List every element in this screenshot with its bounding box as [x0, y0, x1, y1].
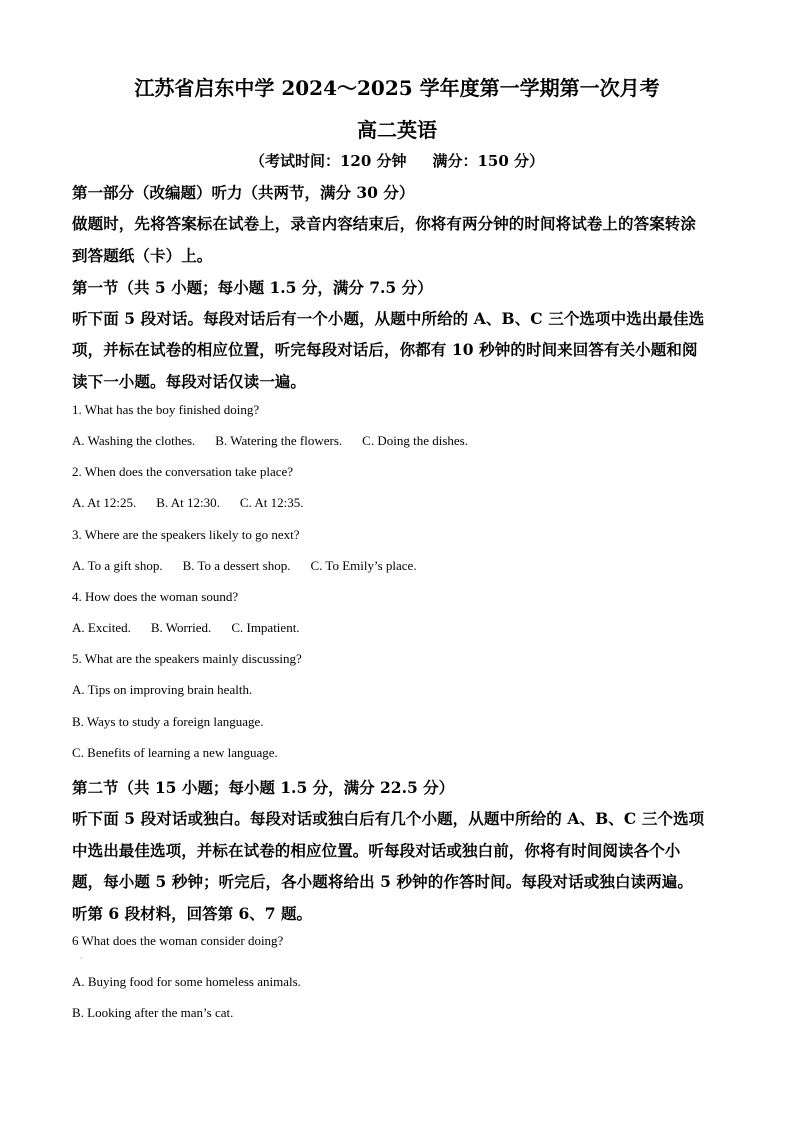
- subject-title: 高二英语: [357, 118, 437, 142]
- option-c: C. Doing the dishes.: [362, 433, 468, 448]
- question-4-options: [72, 620, 320, 636]
- section1-instruction-line: 听下面 5 段对话。每段对话后有一个小题，从题中所给的 A、B、C 三个选项中选出最佳选: [72, 309, 705, 328]
- option-c: C. Impatient.: [231, 620, 300, 635]
- question-6-stem: 6 What does the woman consider doing?: [72, 933, 284, 948]
- option-c: C. To Emily’s place.: [310, 558, 417, 573]
- question-5-option-c: C. Benefits of learning a new language.: [72, 745, 278, 760]
- part1-instruction-line: 到答题纸（卡）上。: [72, 246, 213, 265]
- option-a: A. Washing the clothes.: [72, 433, 196, 448]
- section2-instruction-line: 听下面 5 段对话或独白。每段对话或独白后有几个小题，从题中所给的 A、B、C 三个选项: [72, 809, 705, 828]
- question-5-stem: 5. What are the speakers mainly discussing?: [72, 651, 302, 666]
- stray-mark: ·: [80, 954, 83, 963]
- option-b: B. At 12:30.: [156, 495, 220, 510]
- exam-time: （考试时间：120 分钟: [249, 152, 407, 170]
- exam-info: [0, 150, 794, 171]
- question-2-stem: 2. When does the conversation take place?: [72, 464, 294, 479]
- option-b: B. Watering the flowers.: [215, 433, 343, 448]
- option-c: C. At 12:35.: [239, 495, 304, 510]
- question-5-option-a: A. Tips on improving brain health.: [72, 682, 253, 697]
- part1-instruction-line: 做题时，先将答案标在试卷上，录音内容结束后，你将有两分钟的时间将试卷上的答案转涂: [72, 214, 697, 233]
- part1-heading: 第一部分（改编题）听力（共两节，满分 30 分）: [72, 183, 415, 202]
- material-6-heading: 听第 6 段材料，回答第 6、7 题。: [72, 904, 312, 923]
- section1-instruction-line: 读下一小题。每段对话仅读一遍。: [72, 372, 307, 391]
- question-3-stem: 3. Where are the speakers likely to go next?: [72, 527, 300, 542]
- option-a: A. Excited.: [72, 620, 131, 635]
- question-6-option-b: B. Looking after the man’s cat.: [72, 1005, 234, 1020]
- question-3-options: [72, 558, 437, 574]
- question-1-options: [72, 433, 488, 449]
- question-2-options: [72, 495, 323, 511]
- section2-heading: 第二节（共 15 小题；每小题 1.5 分，满分 22.5 分）: [72, 778, 455, 797]
- section1-instruction-line: 项，并标在试卷的相应位置，听完每段对话后，你都有 10 秒钟的时间来回答有关小题和阅: [72, 340, 698, 359]
- option-a: A. At 12:25.: [72, 495, 137, 510]
- section2-instruction-line: 中选出最佳选项，并标在试卷的相应位置。听每段对话或独白前，你将有时间阅读各个小: [72, 841, 681, 860]
- option-a: A. To a gift shop.: [72, 558, 163, 573]
- question-1-stem: 1. What has the boy finished doing?: [72, 402, 260, 417]
- question-6-option-a: A. Buying food for some homeless animals.: [72, 974, 301, 989]
- question-4-stem: 4. How does the woman sound?: [72, 589, 239, 604]
- exam-full-score: 满分：150 分）: [432, 152, 545, 170]
- option-b: B. To a dessert shop.: [182, 558, 291, 573]
- question-5-option-b: B. Ways to study a foreign language.: [72, 714, 264, 729]
- option-b: B. Worried.: [150, 620, 212, 635]
- section2-instruction-line: 题，每小题 5 秒钟；听完后，各小题将给出 5 秒钟的作答时间。每段对话或独白读两遍。: [72, 872, 693, 891]
- exam-title: 江苏省启东中学 2024～2025 学年度第一学期第一次月考: [134, 76, 660, 100]
- section1-heading: 第一节（共 5 小题；每小题 1.5 分，满分 7.5 分）: [72, 278, 433, 297]
